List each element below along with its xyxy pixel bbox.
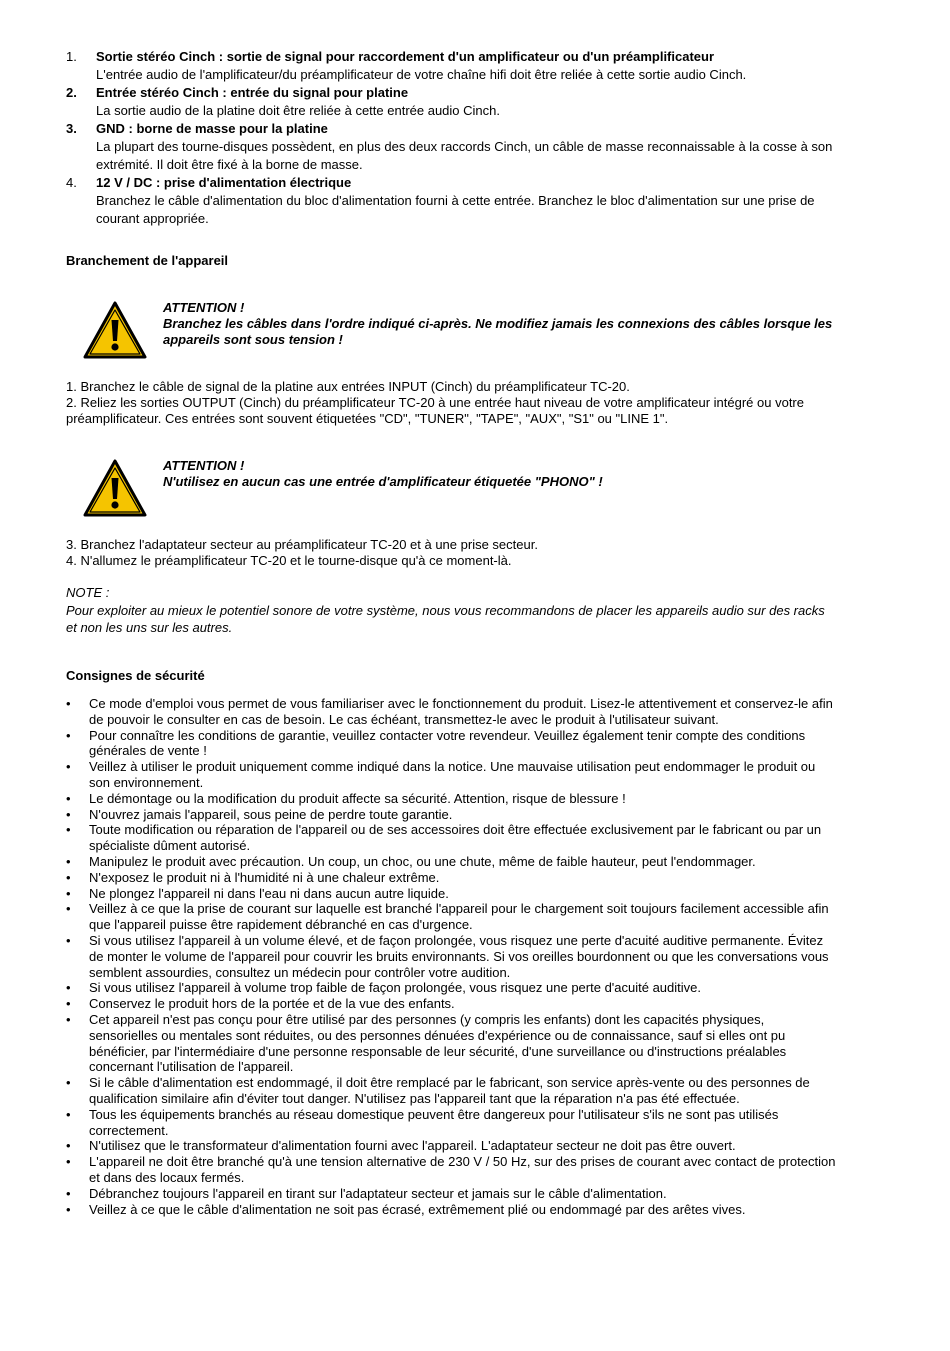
warning-title: ATTENTION ! — [163, 300, 245, 315]
bullet-icon: • — [66, 932, 71, 948]
item-number: 1. — [66, 49, 77, 64]
warning-text — [163, 300, 843, 348]
connector-item — [66, 174, 836, 228]
bullet-icon: • — [66, 790, 71, 806]
step-item: 4. N'allumez le préamplificateur TC-20 et le tourne-disque qu'à ce moment-là. — [66, 553, 512, 568]
item-description: L'entrée audio de l'amplificateur/du préamplificateur de votre chaîne hifi doit être reliée à cette sortie audio Cinch. — [96, 67, 747, 82]
bullet-icon: • — [66, 759, 71, 775]
list-item-text: Si le câble d'alimentation est endommagé, il doit être remplacé par le fabricant, son service après-vente ou des personnes de qualification similaire afin d'éviter tout danger. N'utilisez pas l'appareil tant que la réparation n'a pas été effectuée. — [89, 1075, 810, 1106]
list-item — [66, 696, 836, 728]
connector-item — [66, 84, 836, 120]
connector-item — [66, 120, 836, 174]
bullet-icon: • — [66, 853, 71, 869]
list-item — [66, 1186, 836, 1202]
list-item — [66, 1075, 836, 1107]
warning-triangle-icon — [82, 458, 148, 518]
list-item — [66, 886, 836, 902]
list-item-text: Si vous utilisez l'appareil à un volume élevé, et de façon prolongée, vous risquez une perte d'acuité auditive permanente. Évitez de monter le volume de l'appareil pour couvrir les bruits environnants. Si vos oreilles bourdonnent ou que les conversations vous semblent assourdies, consultez un médecin pour contrôler votre audition. — [89, 932, 829, 980]
list-item — [66, 1138, 836, 1154]
list-item-text: Débranchez toujours l'appareil en tirant sur l'adaptateur secteur et jamais sur le câble d'alimentation. — [89, 1185, 667, 1201]
list-item-text: Si vous utilisez l'appareil à volume trop faible de façon prolongée, vous risquez une perte d'acuité auditive. — [89, 980, 701, 996]
item-number: 4. — [66, 175, 77, 190]
item-number: 3. — [66, 121, 77, 136]
bullet-icon: • — [66, 1011, 71, 1027]
list-item — [66, 807, 836, 823]
list-item-text: Ne plongez l'appareil ni dans l'eau ni dans aucun autre liquide. — [89, 885, 449, 901]
bullet-icon: • — [66, 1185, 71, 1201]
list-item-text: N'exposez le produit ni à l'humidité ni à une chaleur extrême. — [89, 869, 440, 885]
list-item-text: Cet appareil n'est pas conçu pour être utilisé par des personnes (y compris les enfants) dont les capacités physiques, sensorielles ou mentales sont réduites, ou des personnes dénuées d'expérience ou de connaissance, sauf si elles ont pu bénéficier, par l'intermédiaire d'une personne responsable de leur sécurité, d'une surveillance ou d'instructions préalables concernant l'utilisation de l'appareil. — [89, 1011, 787, 1075]
bullet-icon: • — [66, 1138, 71, 1154]
item-description: Branchez le câble d'alimentation du bloc d'alimentation fourni à cette entrée. Branchez le bloc d'alimentation sur une prise de courant appropriée. — [96, 193, 815, 226]
step-item: 1. Branchez le câble de signal de la platine aux entrées INPUT (Cinch) du préamplificateur TC-20. — [66, 379, 630, 394]
list-item — [66, 759, 836, 791]
item-description: La plupart des tourne-disques possèdent, en plus des deux raccords Cinch, un câble de masse reconnaissable à la cosse à son extrémité. Il doit être fixé à la borne de masse. — [96, 139, 833, 172]
list-item — [66, 996, 836, 1012]
warning-message: Branchez les câbles dans l'ordre indiqué ci-après. Ne modifiez jamais les connexions des câbles lorsque les appareils sont sous tension ! — [163, 316, 833, 347]
item-title: GND : borne de masse pour la platine — [96, 121, 328, 136]
list-item-text: Tous les équipements branchés au réseau domestique peuvent être dangereux pour l'utilisateur s'ils ne sont pas utilisés correctement. — [89, 1106, 779, 1138]
bullet-icon: • — [66, 822, 71, 838]
list-item-text: Ce mode d'emploi vous permet de vous familiariser avec le fonctionnement du produit. Lisez-le attentivement et conservez-le afin de pouvoir le consulter en cas de besoin. Le cas échéant, transmettez-le avec le produit à l'utilisateur suivant. — [89, 696, 833, 727]
step-item: 3. Branchez l'adaptateur secteur au préamplificateur TC-20 et à une prise secteur. — [66, 537, 538, 552]
list-item — [66, 1107, 836, 1139]
bullet-icon: • — [66, 885, 71, 901]
item-title: 12 V / DC : prise d'alimentation électrique — [96, 175, 352, 190]
warning-block — [82, 458, 842, 522]
list-item — [66, 870, 836, 886]
list-item-text: Conservez le produit hors de la portée et de la vue des enfants. — [89, 996, 455, 1012]
warning-title: ATTENTION ! — [163, 458, 245, 473]
list-item — [66, 901, 836, 933]
list-item — [66, 1012, 836, 1075]
section-heading-branchement: Branchement de l'appareil — [66, 253, 229, 268]
list-item — [66, 1202, 836, 1218]
step-item: 2. Reliez les sorties OUTPUT (Cinch) du préamplificateur TC-20 à une entrée haut niveau de votre amplificateur intégré ou votre préamplificateur. Ces entrées sont souvent étiquetées "CD", "TUNER", "TAPE", "AUX", "S1" ou "LINE 1". — [66, 395, 804, 426]
bullet-icon: • — [66, 1106, 71, 1122]
bullet-icon: • — [66, 1201, 71, 1217]
list-item — [66, 980, 836, 996]
bullet-icon: • — [66, 806, 71, 822]
note-title: NOTE : — [66, 585, 110, 600]
list-item-text: Veillez à ce que le câble d'alimentation ne soit pas écrasé, extrêmement plié ou endommagé par des arêtes vives. — [89, 1201, 746, 1217]
item-title: Sortie stéréo Cinch : sortie de signal pour raccordement d'un amplificateur ou d'un préamplificateur — [96, 49, 715, 64]
note-text: Pour exploiter au mieux le potentiel sonore de votre système, nous vous recommandons de placer les appareils audio sur des racks et non les uns sur les autres. — [66, 602, 825, 635]
connector-list — [66, 48, 836, 228]
list-item-text: Le démontage ou la modification du produit affecte sa sécurité. Attention, risque de blessure ! — [89, 790, 626, 806]
safety-list — [66, 696, 836, 1217]
list-item-text: L'appareil ne doit être branché qu'à une tension alternative de 230 V / 50 Hz, sur des prises de courant avec contact de protection et dans des locaux fermés. — [89, 1154, 836, 1185]
section-heading-securite: Consignes de sécurité — [66, 668, 205, 683]
list-item — [66, 933, 836, 980]
list-item-text: N'ouvrez jamais l'appareil, sous peine de perdre toute garantie. — [89, 806, 453, 822]
list-item-text: N'utilisez que le transformateur d'alimentation fourni avec l'appareil. L'adaptateur secteur ne doit pas être ouvert. — [89, 1138, 736, 1154]
item-title: Entrée stéréo Cinch : entrée du signal pour platine — [96, 85, 409, 100]
warning-triangle-icon — [82, 300, 148, 360]
connection-steps — [66, 379, 836, 427]
list-item-text: Veillez à utiliser le produit uniquement comme indiqué dans la notice. Une mauvaise utilisation peut endommager le produit ou son environnement. — [89, 759, 816, 790]
bullet-icon: • — [66, 869, 71, 885]
list-item-text: Veillez à ce que la prise de courant sur laquelle est branché l'appareil pour le chargement soit toujours facilement accessible afin que l'appareil puisse être rapidement débranché en cas d'urgence. — [89, 901, 829, 933]
list-item — [66, 822, 836, 854]
list-item — [66, 728, 836, 760]
bullet-icon: • — [66, 1154, 71, 1170]
list-item — [66, 854, 836, 870]
list-item-text: Manipulez le produit avec précaution. Un coup, un choc, ou une chute, même de faible hauteur, peut l'endommager. — [89, 853, 756, 869]
item-description: La sortie audio de la platine doit être reliée à cette entrée audio Cinch. — [96, 103, 500, 118]
item-number: 2. — [66, 85, 77, 100]
connector-item — [66, 48, 836, 84]
warning-block — [82, 300, 842, 364]
warning-text — [163, 458, 843, 490]
list-item — [66, 1154, 836, 1186]
bullet-icon: • — [66, 901, 71, 917]
warning-message: N'utilisez en aucun cas une entrée d'amplificateur étiquetée "PHONO" ! — [163, 474, 603, 489]
bullet-icon: • — [66, 980, 71, 996]
bullet-icon: • — [66, 1075, 71, 1091]
list-item-text: Toute modification ou réparation de l'appareil ou de ses accessoires doit être effectuée exclusivement par le fabricant ou par un spécialiste dûment autorisé. — [89, 822, 822, 854]
bullet-icon: • — [66, 696, 71, 711]
list-item — [66, 791, 836, 807]
bullet-icon: • — [66, 727, 71, 743]
note-block — [66, 584, 836, 637]
list-item-text: Pour connaître les conditions de garantie, veuillez contacter votre revendeur. Veuillez également tenir compte des conditions générales de vente ! — [89, 727, 806, 759]
connection-steps — [66, 537, 836, 569]
bullet-icon: • — [66, 996, 71, 1012]
